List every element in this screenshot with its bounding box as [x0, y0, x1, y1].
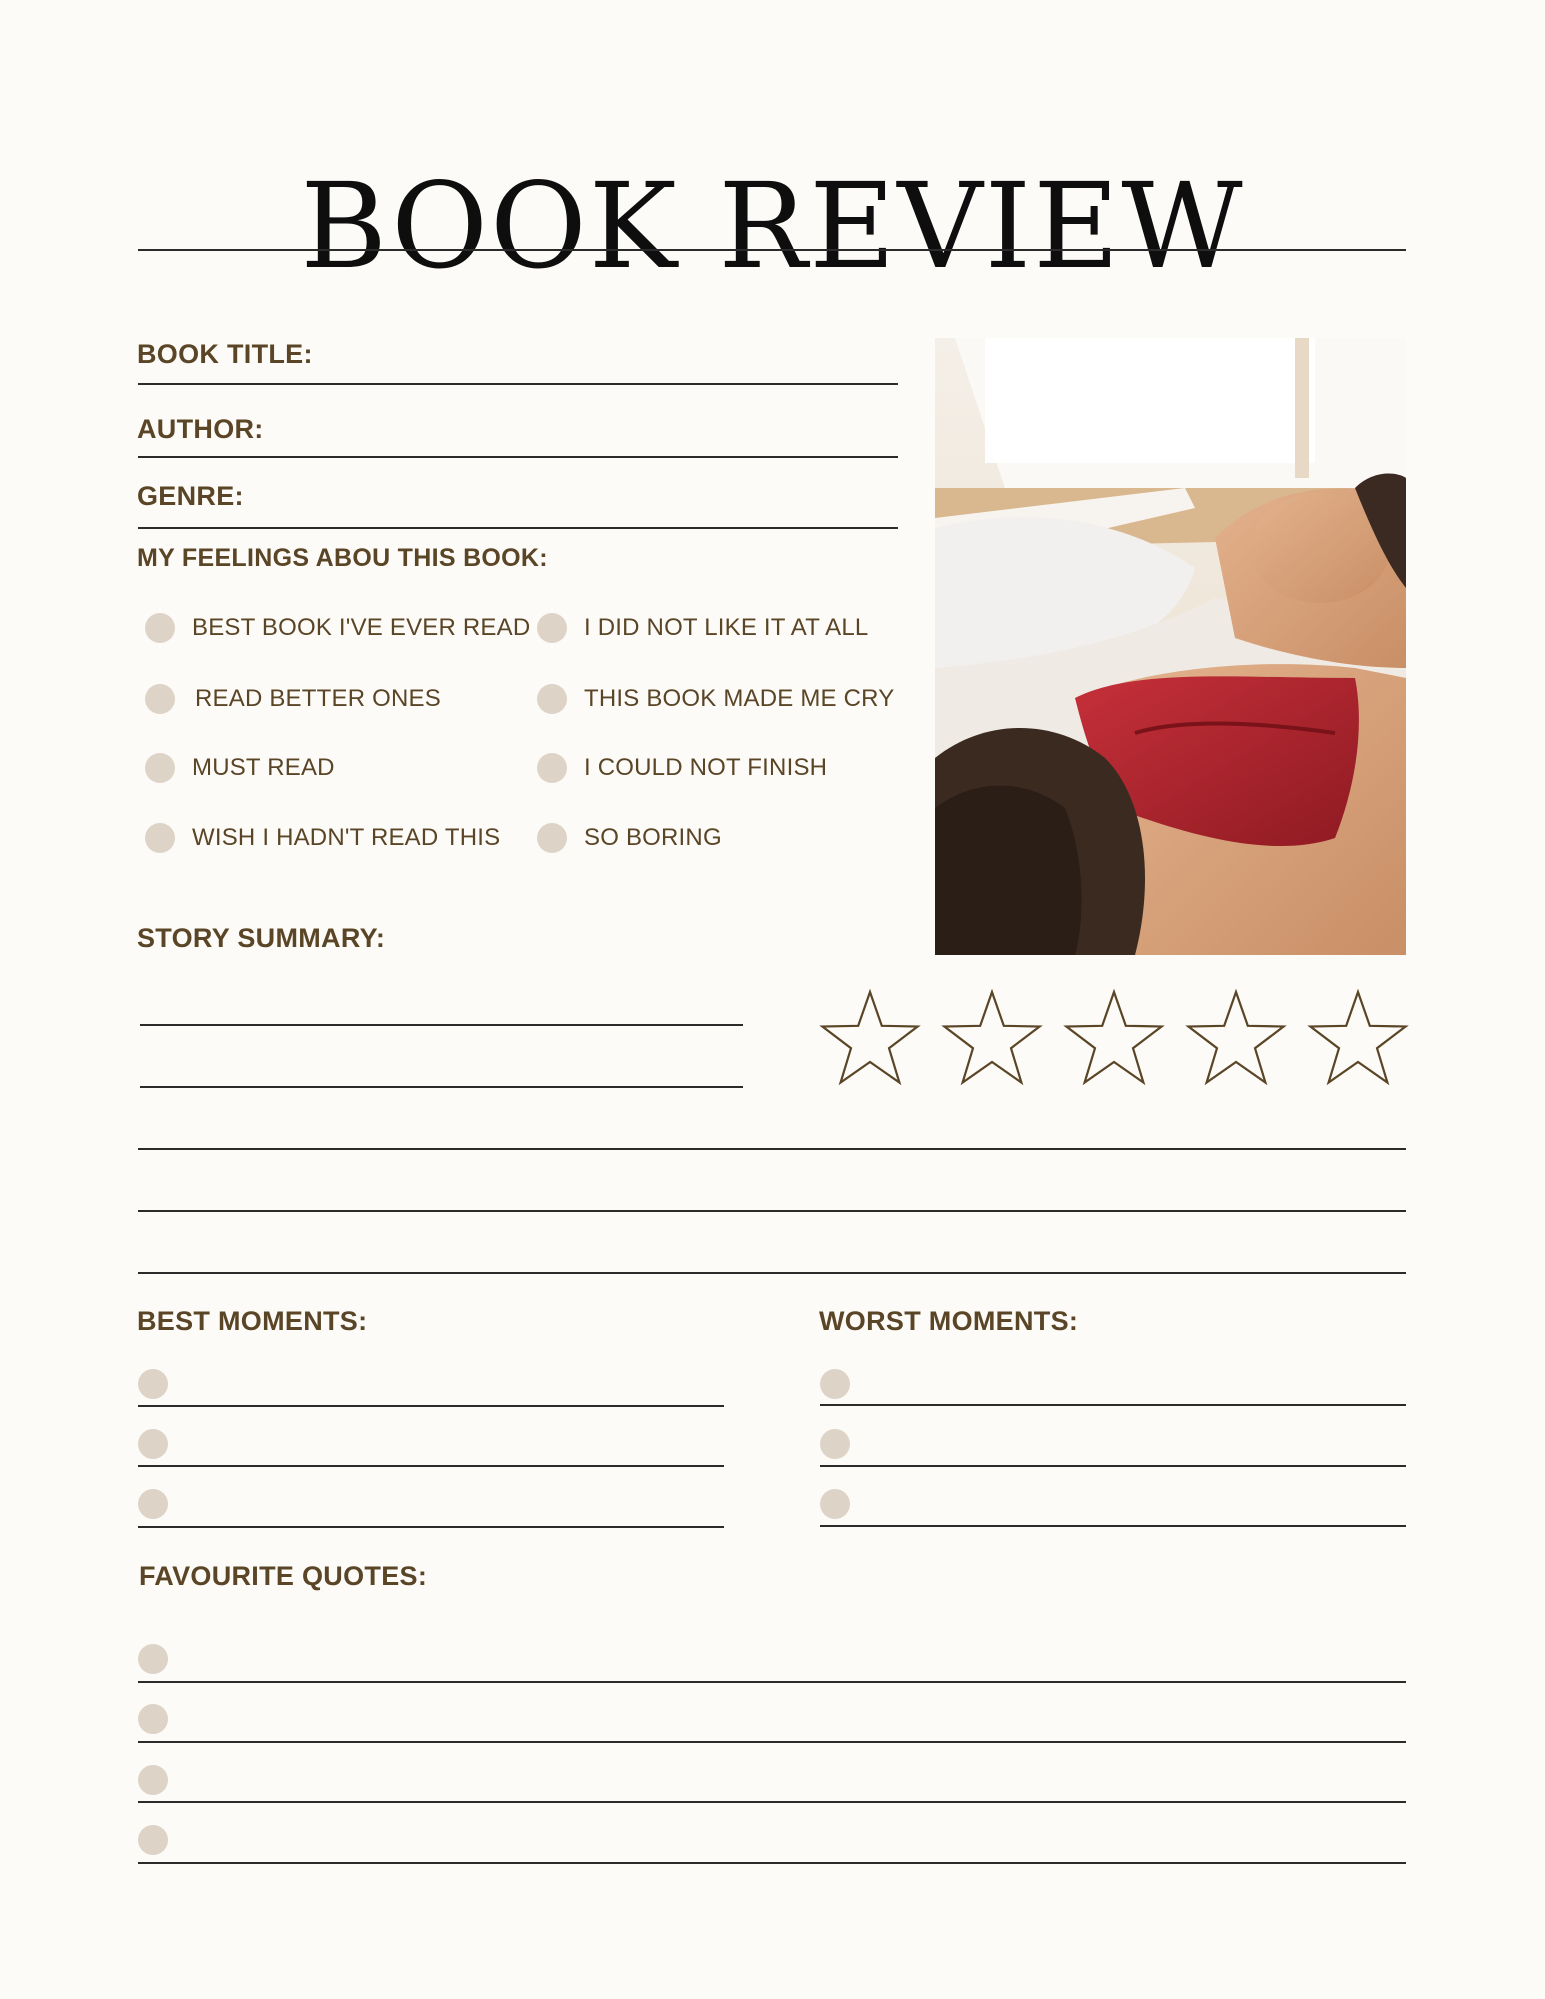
summary-line[interactable] — [140, 1086, 743, 1088]
feeling-option[interactable] — [537, 613, 868, 643]
feeling-option-label: MUST READ — [192, 754, 335, 781]
summary-line[interactable] — [138, 1272, 1406, 1274]
star-icon[interactable] — [944, 992, 1039, 1083]
page-title: BOOK REVIEW — [300, 157, 1245, 296]
worst-moment-line[interactable] — [820, 1465, 1406, 1467]
feeling-option-label: SO BORING — [584, 824, 722, 851]
genre-line[interactable] — [138, 527, 898, 529]
bullet-dot-icon — [138, 1644, 168, 1674]
feeling-option[interactable] — [145, 823, 500, 853]
cover-photo — [935, 338, 1406, 955]
bullet-dot-icon — [820, 1489, 850, 1519]
feeling-option-label: I DID NOT LIKE IT AT ALL — [584, 614, 869, 641]
book-title-line[interactable] — [138, 383, 898, 385]
quote-line[interactable] — [138, 1681, 1406, 1683]
bullet-dot-icon — [138, 1825, 168, 1855]
radio-dot-icon[interactable] — [145, 753, 175, 783]
feeling-option-label: WISH I HADN'T READ THIS — [192, 824, 501, 851]
summary-line[interactable] — [140, 1024, 743, 1026]
feeling-option-label: BEST BOOK I'VE EVER READ — [192, 614, 531, 641]
bullet-dot-icon — [138, 1489, 168, 1519]
feeling-option[interactable] — [145, 684, 441, 714]
feeling-option[interactable] — [145, 613, 530, 643]
worst-moments-heading: WORST MOMENTS: — [819, 1306, 1079, 1336]
radio-dot-icon[interactable] — [537, 823, 567, 853]
quote-line[interactable] — [138, 1801, 1406, 1803]
feeling-option[interactable] — [145, 753, 335, 783]
photo-illustration — [935, 338, 1406, 955]
feeling-option-label: I COULD NOT FINISH — [584, 754, 828, 781]
book-title-label: BOOK TITLE: — [137, 339, 313, 369]
feeling-option-label: THIS BOOK MADE ME CRY — [584, 685, 895, 712]
bullet-dot-icon — [138, 1765, 168, 1795]
radio-dot-icon[interactable] — [537, 753, 567, 783]
bullet-dot-icon — [138, 1369, 168, 1399]
star-icon[interactable] — [1310, 992, 1405, 1083]
feeling-option[interactable] — [537, 753, 827, 783]
author-label: AUTHOR: — [137, 414, 264, 444]
bullet-dot-icon — [820, 1369, 850, 1399]
radio-dot-icon[interactable] — [145, 684, 175, 714]
best-moments-heading: BEST MOMENTS: — [137, 1306, 368, 1336]
best-moment-line[interactable] — [138, 1405, 724, 1407]
radio-dot-icon[interactable] — [145, 613, 175, 643]
best-moment-line[interactable] — [138, 1526, 724, 1528]
radio-dot-icon[interactable] — [537, 684, 567, 714]
title-divider — [138, 249, 1406, 251]
bullet-dot-icon — [138, 1429, 168, 1459]
radio-dot-icon[interactable] — [145, 823, 175, 853]
favourite-quotes-heading: FAVOURITE QUOTES: — [139, 1561, 428, 1591]
bullet-dot-icon — [820, 1429, 850, 1459]
quote-line[interactable] — [138, 1741, 1406, 1743]
star-icon[interactable] — [822, 992, 917, 1083]
bullet-dot-icon — [138, 1704, 168, 1734]
feelings-heading: MY FEELINGS ABOU THIS BOOK: — [137, 544, 548, 572]
story-summary-heading: STORY SUMMARY: — [137, 923, 386, 953]
star-icon[interactable] — [1188, 992, 1283, 1083]
radio-dot-icon[interactable] — [537, 613, 567, 643]
worst-moment-line[interactable] — [820, 1525, 1406, 1527]
feeling-option-label: READ BETTER ONES — [195, 685, 441, 712]
star-icon[interactable] — [1066, 992, 1161, 1083]
author-line[interactable] — [138, 456, 898, 458]
worst-moment-line[interactable] — [820, 1404, 1406, 1406]
feeling-option[interactable] — [537, 823, 722, 853]
best-moment-line[interactable] — [138, 1465, 724, 1467]
feeling-option[interactable] — [537, 684, 894, 714]
star-rating[interactable] — [818, 988, 1414, 1092]
genre-label: GENRE: — [137, 481, 244, 511]
summary-line[interactable] — [138, 1210, 1406, 1212]
summary-line[interactable] — [138, 1148, 1406, 1150]
quote-line[interactable] — [138, 1862, 1406, 1864]
